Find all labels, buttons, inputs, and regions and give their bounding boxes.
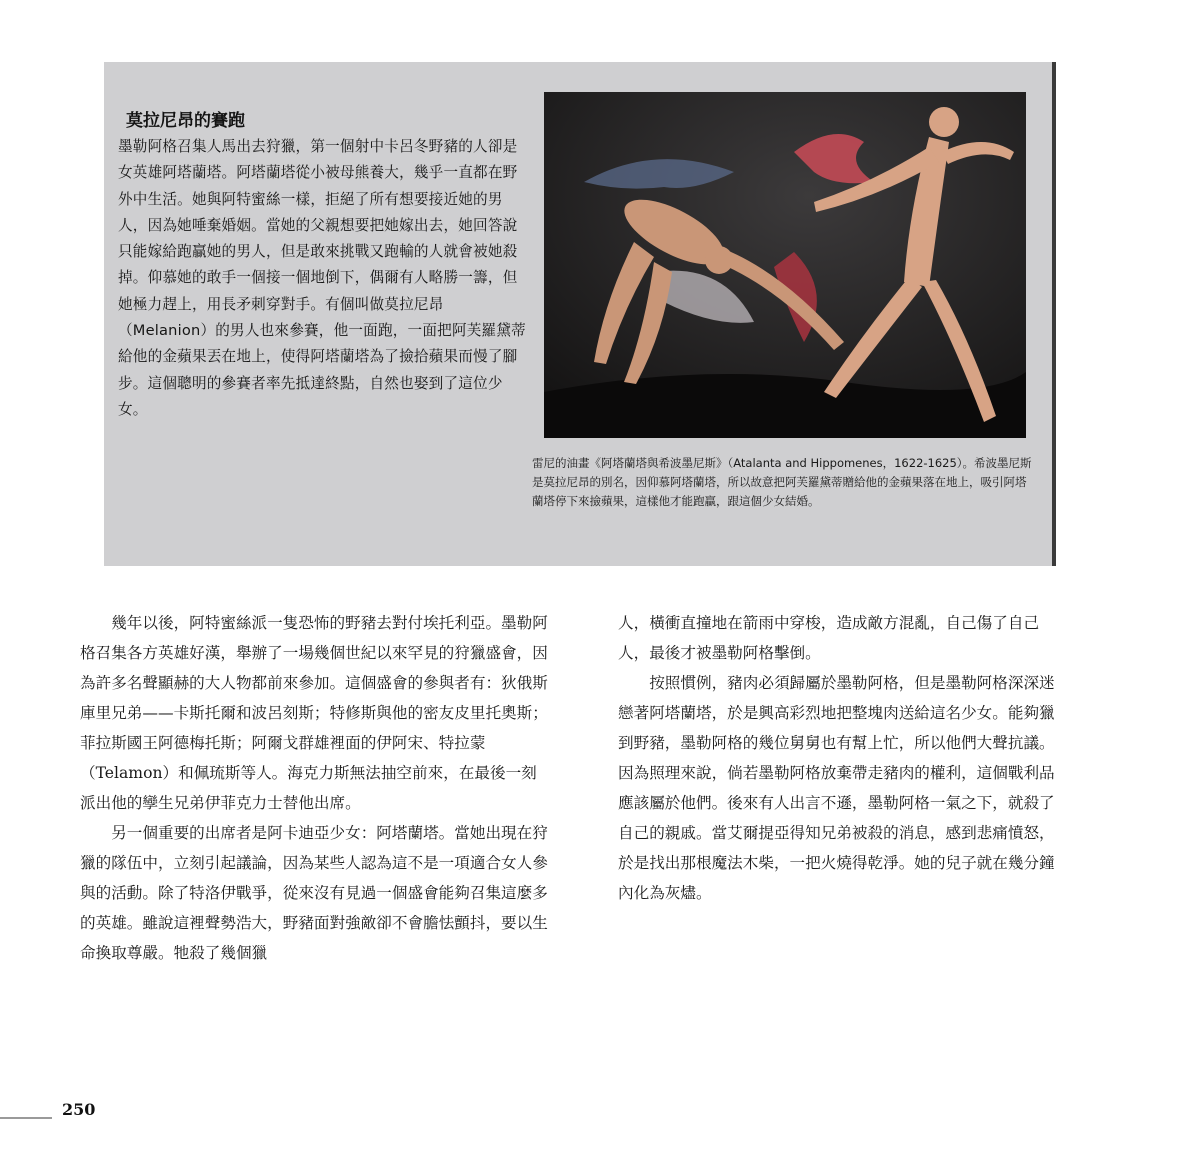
body-paragraph-continued: 人，橫衝直撞地在箭雨中穿梭，造成敵方混亂，自己傷了自己人，最後才被墨勒阿格擊倒。 (618, 614, 1040, 662)
body-paragraph: 按照慣例，豬肉必須歸屬於墨勒阿格，但是墨勒阿格深深迷戀著阿塔蘭塔，於是興高彩烈地把整塊肉送給這名少女。能夠獵到野豬，墨勒阿格的幾位舅舅也有幫上忙，所以他們大聲抗議。因為照理來說，倘若墨勒阿格放棄帶走豬肉的權利，這個戰利品應該屬於他們。後來有人出言不遜，墨勒阿格一氣之下，就殺了自己的親戚。當艾爾提亞得知兄弟被殺的消息，感到悲痛憤怒，於是找出那根魔法木柴，一把火燒得乾淨。她的兒子就在幾分鐘內化為灰燼。 (618, 674, 1055, 902)
page-rule (0, 1117, 52, 1119)
painting-image (544, 92, 1026, 438)
body-column-left (80, 608, 552, 968)
body-column-right (618, 608, 1062, 908)
painting-caption: 雷尼的油畫《阿塔蘭塔與希波墨尼斯》（Atalanta and Hippomenes，1622-1625）。希波墨尼斯是莫拉尼昂的別名，因仰慕阿塔蘭塔，所以故意把阿芙羅黛蒂贈給他的金蘋果落在地上，吸引阿塔蘭塔停下來撿蘋果，這樣他才能跑贏，跟這個少女結婚。 (532, 456, 1032, 508)
body-paragraph: 另一個重要的出席者是阿卡迪亞少女：阿塔蘭塔。當她出現在狩獵的隊伍中，立刻引起議論，因為某些人認為這不是一項適合女人參與的活動。除了特洛伊戰爭，從來沒有見過一個盛會能夠召集這麼多的英雄。雖說這裡聲勢浩大，野豬面對強敵卻不會膽怯顫抖，要以生命換取尊嚴。牠殺了幾個獵 (80, 824, 548, 962)
painting-illustration (544, 92, 1026, 438)
sidebar-title: 莫拉尼昂的賽跑 (126, 111, 245, 131)
sidebar-text: 墨勒阿格召集人馬出去狩獵，第一個射中卡呂冬野豬的人卻是女英雄阿塔蘭塔。阿塔蘭塔從小被母熊養大，幾乎一直都在野外中生活。她與阿特蜜絲一樣，拒絕了所有想要接近她的男人，因為她唾棄婚姻。當她的父親想要把她嫁出去，她回答說只能嫁給跑贏她的男人，但是敢來挑戰又跑輸的人就會被她殺掉。仰慕她的敢手一個接一個地倒下，偶爾有人略勝一籌，但她極力趕上，用長矛刺穿對手。有個叫做莫拉尼昂（Melanion）的男人也來參賽，他一面跑，一面把阿芙羅黛蒂給他的金蘋果丟在地上，使得阿塔蘭塔為了撿拾蘋果而慢了腳步。這個聰明的參賽者率先抵達終點，自然也娶到了這位少女。 (118, 138, 526, 418)
sidebar-box (104, 62, 1056, 566)
body-paragraph: 幾年以後，阿特蜜絲派一隻恐怖的野豬去對付埃托利亞。墨勒阿格召集各方英雄好漢，舉辦了一場幾個世紀以來罕見的狩獵盛會，因為許多名聲顯赫的大人物都前來參加。這個盛會的參與者有：狄俄斯庫里兄弟——卡斯托爾和波呂刻斯；特修斯與他的密友皮里托奧斯；菲拉斯國王阿德梅托斯；阿爾戈群雄裡面的伊阿宋、特拉蒙（Telamon）和佩琉斯等人。海克力斯無法抽空前來，在最後一刻派出他的孿生兄弟伊菲克力士替他出席。 (80, 614, 548, 812)
page-number: 250 (62, 1100, 96, 1119)
